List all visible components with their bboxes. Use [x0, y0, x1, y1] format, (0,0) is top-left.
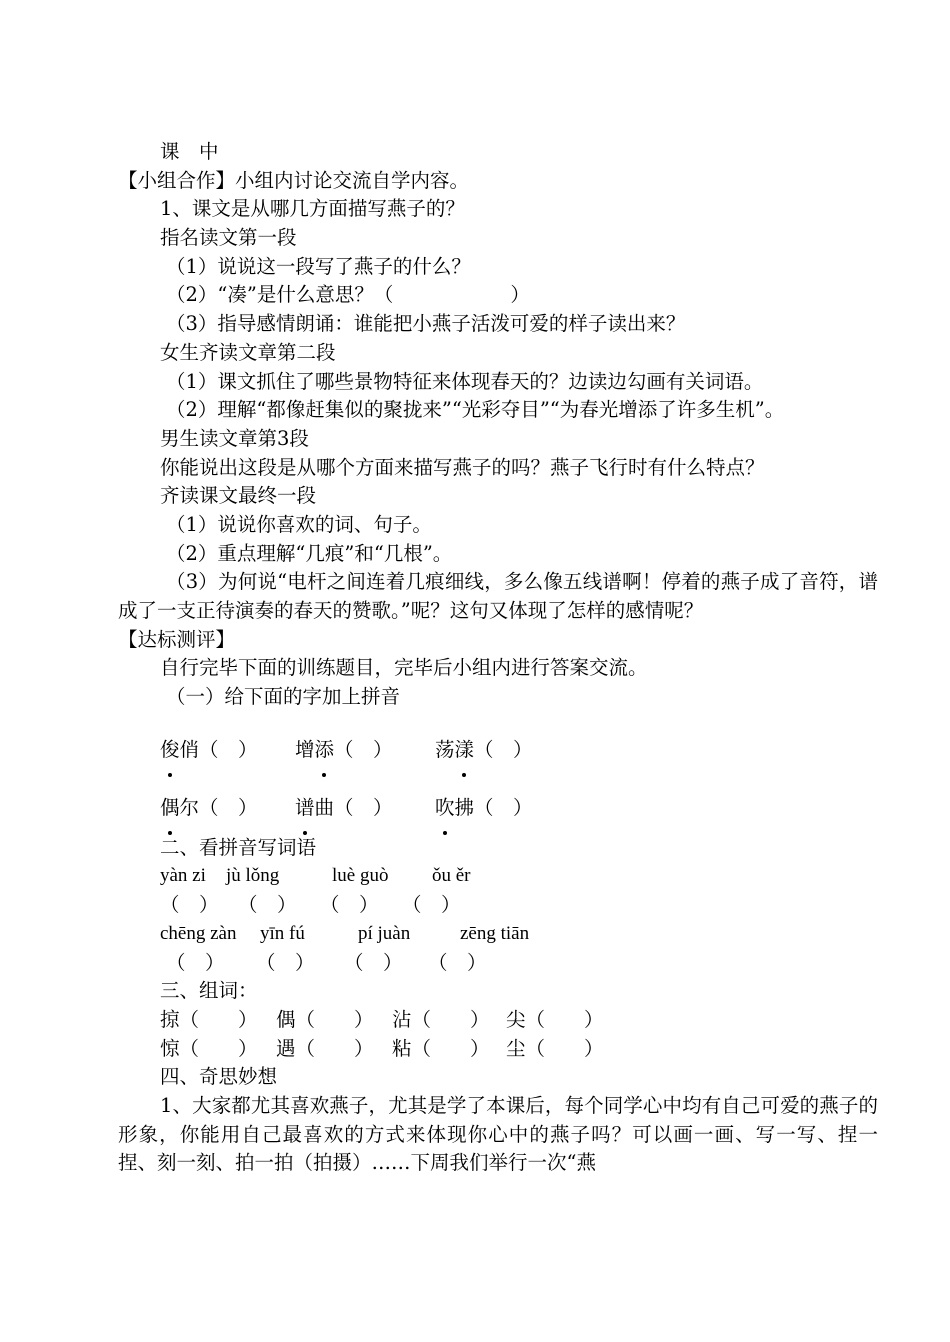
- word-group-char: 掠: [160, 1007, 180, 1031]
- group-work-text: 小组内讨论交流自学内容。: [235, 168, 470, 192]
- para2-item-2: （2）理解“都像赶集似的聚拢来”“光彩夺目”“为春光增添了许多生机”。: [166, 398, 785, 422]
- answer-blank: （ ）: [238, 893, 297, 917]
- section-heading: 课 中: [160, 140, 219, 163]
- pinyin-word: zēng tiān: [460, 922, 530, 944]
- answer-blank: （ ）: [179, 1036, 258, 1060]
- answer-blank: （ ）: [320, 893, 379, 917]
- pinyin-exercise-row-1: [118, 730, 878, 770]
- assessment-tag: 【达标测评】: [118, 627, 236, 651]
- pinyin-word: ǒu ěr: [432, 865, 471, 887]
- word-rest: 尔（ ）: [179, 795, 258, 819]
- part3-title: 三、组词：: [160, 979, 258, 1003]
- group-work-heading: [118, 167, 878, 196]
- word-char: 漾: [455, 730, 475, 770]
- para1-item-1: （1）说说这一段写了燕子的什么？: [166, 254, 471, 278]
- para3-title: 男生读文章第3段: [160, 426, 309, 450]
- word-group-char: 遇: [276, 1036, 296, 1060]
- word-group-char: 沾: [392, 1007, 412, 1031]
- answer-blank: （ ）: [411, 1007, 490, 1031]
- para1-item-2: （2）“凑”是什么意思？（ ）: [166, 283, 530, 307]
- pinyin-word: chēng zàn: [160, 922, 237, 944]
- word-blank: （ ）: [474, 737, 533, 761]
- part4-title: 四、奇思妙想: [160, 1065, 278, 1089]
- para4-item-3: （3）为何说“电杆之间连着几痕细线，多么像五线谱啊！停着的燕子成了音符，谱成了一支正待演奏的春天的赞歌。”呢？这句又体现了怎样的感情呢？: [118, 570, 878, 623]
- word-group-char: 偶: [276, 1007, 296, 1031]
- answer-blank: （ ）: [295, 1036, 374, 1060]
- word-char: 谱: [295, 788, 315, 828]
- word-char: 拂: [454, 795, 475, 819]
- para3-question: 你能说出这段是从哪个方面来描写燕子的吗？燕子飞行时有什么特点？: [160, 455, 765, 479]
- word-group-row-2: [118, 1035, 878, 1064]
- word-char: 添: [315, 730, 335, 770]
- answer-blank: （ ）: [166, 950, 225, 974]
- word-char: 荡: [435, 737, 455, 761]
- word-group-char: 惊: [160, 1036, 180, 1060]
- word-blank: （ ）: [334, 737, 393, 761]
- answer-blank: （ ）: [295, 1007, 374, 1031]
- para1-item-3: （3）指导感情朗诵：谁能把小燕子活泼可爱的样子读出来？: [166, 312, 686, 336]
- para4-item-1: （1）说说你喜欢的词、句子。: [166, 512, 432, 536]
- pinyin-word: yàn zi: [160, 865, 206, 887]
- answer-blank: （ ）: [402, 893, 461, 917]
- word-group-row-1: [118, 1006, 878, 1035]
- word-char: 偶: [160, 788, 180, 828]
- word-rest: 俏（ ）: [179, 737, 258, 761]
- pinyin-word: luè guò: [332, 865, 389, 887]
- pinyin-row-1: [118, 862, 878, 891]
- assessment-intro: 自行完毕下面的训练题目，完毕后小组内进行答案交流。: [160, 656, 648, 680]
- answer-blank: （ ）: [344, 950, 403, 974]
- pinyin-word: yīn fú: [260, 922, 305, 944]
- question-1: 1、课文是从哪几方面描写燕子的？: [160, 197, 465, 221]
- group-work-tag: 【小组合作】: [118, 168, 236, 192]
- part2-title: 二、看拼音写词语: [160, 835, 317, 859]
- para4-title: 齐读课文最终一段: [160, 484, 317, 508]
- answer-blank: （ ）: [256, 950, 315, 974]
- answer-blanks-row-1: [118, 891, 878, 920]
- word-char: 俊: [160, 730, 180, 770]
- word-char: 吹: [435, 788, 455, 828]
- para1-title: 指名读文第一段: [160, 226, 297, 250]
- answer-blank: （ ）: [428, 950, 487, 974]
- answer-blank: （ ）: [525, 1036, 604, 1060]
- pinyin-exercise-row-2: [118, 788, 878, 828]
- pinyin-word: pí juàn: [358, 922, 411, 944]
- word-rest: 曲（ ）: [314, 795, 393, 819]
- answer-blanks-row-2: [118, 949, 878, 978]
- word-group-char: 粘: [392, 1036, 412, 1060]
- word-blank: （ ）: [474, 795, 533, 819]
- document-page: [118, 138, 878, 1178]
- word-char: 增: [295, 737, 315, 761]
- part4-text: 1、大家都尤其喜欢燕子，尤其是学了本课后，每个同学心中均有自己可爱的燕子的形象，你能用自己最喜欢的方式来体现你心中的燕子吗？可以画一画、写一写、捏一捏、刻一刻、拍一拍（拍摄）……下周我们举行一次“燕: [118, 1093, 878, 1175]
- pinyin-row-2: [118, 920, 878, 949]
- pinyin-word: jù lǒng: [226, 865, 280, 887]
- para2-item-1: （1）课文抓住了哪些景物特征来体现春天的？边读边勾画有关词语。: [166, 369, 764, 393]
- word-group-char: 尘: [506, 1036, 526, 1060]
- word-group-char: 尖: [506, 1007, 526, 1031]
- para4-item-2: （2）重点理解“几痕”和“几根”。: [166, 541, 453, 565]
- para2-title: 女生齐读文章第二段: [160, 340, 336, 364]
- part1-title: （一）给下面的字加上拼音: [166, 685, 401, 709]
- answer-blank: （ ）: [179, 1007, 258, 1031]
- answer-blank: （ ）: [525, 1007, 604, 1031]
- answer-blank: （ ）: [411, 1036, 490, 1060]
- answer-blank: （ ）: [160, 893, 219, 917]
